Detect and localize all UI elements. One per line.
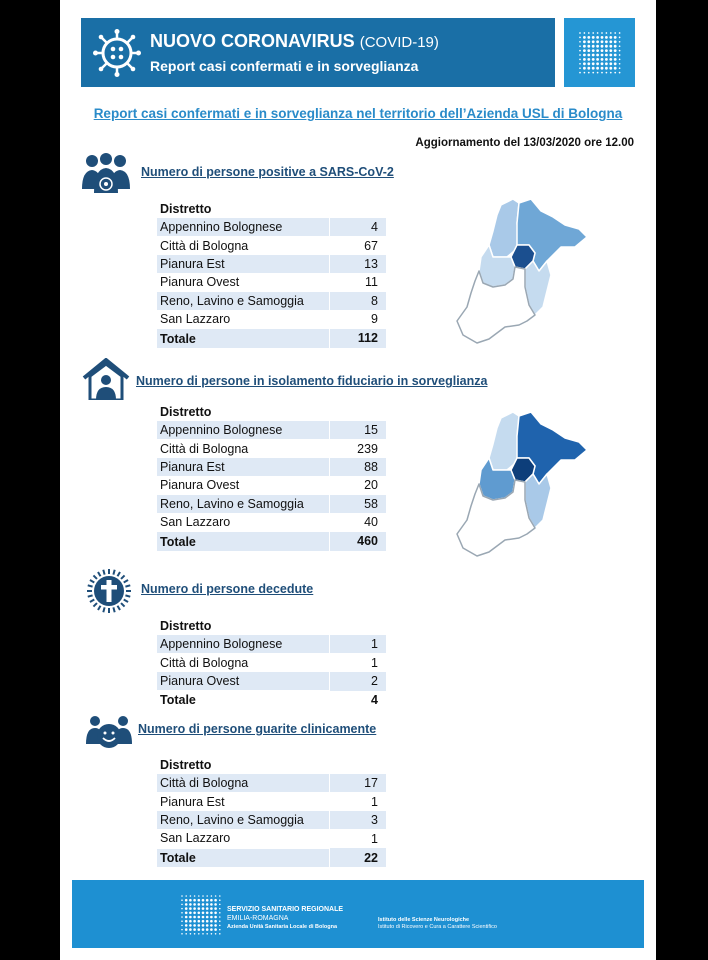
logo-dot	[219, 925, 221, 927]
report-title: Report casi confermati e in sorveglianza nel territorio dell’Azienda USL di Bologna	[93, 106, 623, 121]
logo-dot	[587, 45, 590, 48]
logo-dot	[198, 895, 200, 897]
logo-dot	[198, 907, 201, 910]
logo-dot	[181, 916, 183, 918]
logo-dot	[189, 912, 192, 915]
logo-dot	[596, 36, 599, 39]
total-row: Totale 4	[157, 691, 386, 710]
logo-dot	[601, 49, 604, 52]
logo-dot	[609, 67, 612, 70]
logo-dot	[619, 45, 621, 47]
logo-dot	[185, 907, 188, 910]
logo-dot	[609, 49, 612, 52]
logo-dot	[194, 895, 196, 897]
logo-dot	[189, 920, 192, 923]
logo-dot	[193, 903, 196, 906]
logo-dot	[619, 32, 621, 34]
logo-dot	[185, 895, 187, 897]
table-row: Pianura Ovest 2	[157, 672, 386, 691]
section-title-deceased: Numero di persone decedute	[141, 582, 314, 596]
column-header: Distretto	[160, 202, 212, 216]
table-row: Città di Bologna 1	[157, 653, 386, 671]
logo-dot	[219, 929, 221, 931]
logo-dot	[592, 40, 595, 43]
logo-dot	[601, 67, 604, 70]
icon-ray	[125, 585, 130, 586]
logo-dot	[592, 54, 595, 57]
logo-dot	[219, 916, 221, 918]
logo-dot	[202, 912, 205, 915]
logo-dot	[193, 907, 196, 910]
logo-dot	[214, 912, 217, 915]
logo-dot	[579, 41, 581, 43]
logo-dot	[202, 895, 204, 897]
logo-dot	[190, 933, 192, 935]
logo-dot	[583, 45, 586, 48]
logo-dot	[601, 62, 604, 65]
logo-dot	[210, 903, 213, 906]
logo-dot	[189, 903, 192, 906]
footer-org: SERVIZIO SANITARIO REGIONALE EMILIA-ROMAGNA Azienda Unità Sanitaria Locale di Bologna	[227, 906, 344, 930]
icon-ray	[103, 607, 104, 612]
logo-dot	[579, 54, 581, 56]
people-virus-icon	[80, 153, 132, 195]
section-title-isolation: Numero di persone in isolamento fiduciario in sorveglianza	[136, 374, 488, 388]
logo-dot	[193, 924, 196, 927]
table-row: Città di Bologna 67	[157, 236, 386, 254]
logo-dot	[597, 72, 599, 74]
dot-grid-logo-icon	[180, 894, 222, 936]
logo-dot	[614, 40, 617, 43]
deceased-table	[157, 617, 386, 710]
logo-dot	[583, 58, 586, 61]
icon-ray	[113, 570, 114, 575]
logo-dot	[583, 40, 586, 43]
logo-dot	[592, 49, 595, 52]
icon-ray	[121, 575, 125, 579]
logo-dot	[609, 45, 612, 48]
logo-dot	[214, 907, 217, 910]
logo-dot	[601, 36, 604, 39]
logo-dot	[587, 49, 590, 52]
logo-dot	[185, 903, 188, 906]
logo-dot	[601, 54, 604, 57]
logo-dot	[614, 49, 617, 52]
header-banner	[81, 18, 555, 87]
logo-dot	[587, 58, 590, 61]
logo-dot	[579, 59, 581, 61]
people-smile-icon	[86, 712, 132, 752]
icon-ray	[103, 570, 104, 575]
logo-dot	[584, 72, 586, 74]
logo-dot	[210, 899, 213, 902]
logo-dot	[619, 59, 621, 61]
icon-ray	[90, 580, 94, 583]
logo-dot	[206, 928, 209, 931]
section-title-recovered: Numero di persone guarite clinicamente	[138, 722, 377, 736]
logo-dot	[202, 903, 205, 906]
map-pianura-ovest	[489, 199, 519, 257]
logo-dot	[609, 62, 612, 65]
section-title-positive: Numero di persone positive a SARS-CoV-2	[141, 165, 394, 179]
icon-ray	[113, 607, 114, 612]
logo-dot	[185, 899, 188, 902]
logo-dot	[210, 920, 213, 923]
logo-dot	[583, 54, 586, 57]
logo-dot	[181, 908, 183, 910]
logo-dot	[609, 40, 612, 43]
logo-dot	[597, 32, 599, 34]
table-row: Pianura Est 13	[157, 255, 386, 273]
logo-dot	[619, 67, 621, 69]
logo-dot	[198, 899, 201, 902]
logo-dot	[202, 920, 205, 923]
logo-dot	[189, 924, 192, 927]
table-row: Pianura Ovest 20	[157, 476, 386, 494]
icon-ray	[93, 575, 97, 579]
icon-ray	[88, 595, 93, 596]
logo-dot	[601, 72, 603, 74]
logo-dot	[214, 920, 217, 923]
logo-dot	[202, 933, 204, 935]
logo-dot	[210, 924, 213, 927]
logo-dot	[219, 933, 221, 935]
logo-dot	[211, 895, 213, 897]
logo-dot	[202, 899, 205, 902]
logo-dot	[206, 912, 209, 915]
logo-dot	[614, 32, 616, 34]
logo-dot	[193, 920, 196, 923]
logo-dot	[605, 45, 608, 48]
logo-dot	[198, 933, 200, 935]
logo-dot	[219, 912, 221, 914]
table-row: Reno, Lavino e Samoggia 58	[157, 495, 386, 513]
logo-dot	[210, 907, 213, 910]
logo-dot	[614, 58, 617, 61]
logo-dot	[592, 58, 595, 61]
logo-dot	[614, 72, 616, 74]
logo-dot	[181, 904, 183, 906]
logo-dot	[609, 54, 612, 57]
logo-dot	[605, 36, 608, 39]
total-row: Totale 22	[157, 848, 386, 867]
logo-dot	[214, 903, 217, 906]
logo-dot	[219, 920, 221, 922]
logo-dot	[193, 928, 196, 931]
logo-dot	[596, 49, 599, 52]
table-row: Pianura Est 88	[157, 458, 386, 476]
logo-dot	[189, 907, 192, 910]
table-row: Appennino Bolognese 1	[157, 635, 386, 653]
icon-ray	[93, 603, 97, 607]
logo-dot	[181, 929, 183, 931]
logo-dot	[596, 45, 599, 48]
logo-dot	[210, 912, 213, 915]
footer-banner	[72, 880, 644, 948]
icon-ray	[124, 600, 128, 603]
total-row: Totale 460	[157, 532, 386, 551]
logo-dot	[185, 933, 187, 935]
logo-dot	[181, 895, 183, 897]
logo-dot	[606, 32, 608, 34]
icon-ray	[98, 572, 101, 576]
logo-dot	[587, 62, 590, 65]
icon-ray	[125, 595, 130, 596]
logo-dot	[614, 54, 617, 57]
logo-dot	[181, 925, 183, 927]
logo-dot	[619, 63, 621, 65]
logo-dot	[219, 895, 221, 897]
report-page	[60, 0, 656, 960]
logo-dot	[185, 924, 188, 927]
logo-dot	[215, 895, 217, 897]
logo-dot	[193, 899, 196, 902]
logo-dot	[601, 32, 603, 34]
logo-dot	[198, 903, 201, 906]
logo-dot	[189, 916, 192, 919]
logo-dot	[206, 895, 208, 897]
logo-dot	[219, 904, 221, 906]
logo-dot	[185, 928, 188, 931]
logo-dot	[579, 72, 581, 74]
table-row: Appennino Bolognese 4	[157, 218, 386, 236]
logo-dot	[592, 36, 595, 39]
icon-ray	[121, 603, 125, 607]
dot-grid-logo-icon	[578, 31, 622, 75]
logo-dot	[198, 916, 201, 919]
logo-dot	[592, 67, 595, 70]
logo-dot	[206, 920, 209, 923]
logo-dot	[214, 899, 217, 902]
logo-dot	[214, 924, 217, 927]
logo-dot	[610, 72, 612, 74]
logo-dot	[219, 899, 221, 901]
logo-dot	[579, 50, 581, 52]
logo-dot	[214, 928, 217, 931]
logo-dot	[579, 67, 581, 69]
logo-dot	[206, 903, 209, 906]
logo-dot	[605, 67, 608, 70]
map-pianura-ovest	[489, 412, 519, 470]
recovered-table	[157, 756, 386, 867]
logo-dot	[609, 36, 612, 39]
logo-dot	[202, 907, 205, 910]
logo-dot	[601, 45, 604, 48]
logo-dot	[588, 72, 590, 74]
logo-dot	[614, 67, 617, 70]
logo-dot	[592, 45, 595, 48]
logo-dot	[605, 62, 608, 65]
logo-dot	[592, 72, 594, 74]
logo-dot	[587, 67, 590, 70]
icon-ray	[118, 572, 121, 576]
logo-dot	[587, 54, 590, 57]
logo-dot	[189, 928, 192, 931]
logo-dot	[614, 45, 617, 48]
logo-dot	[219, 908, 221, 910]
logo-dot	[596, 40, 599, 43]
logo-dot	[198, 912, 201, 915]
logo-dot	[198, 920, 201, 923]
total-row: Totale 112	[157, 329, 386, 348]
positive-table	[157, 200, 386, 348]
logo-dot	[206, 916, 209, 919]
logo-dot	[206, 924, 209, 927]
logo-dot	[605, 49, 608, 52]
table-row: San Lazzaro 40	[157, 513, 386, 532]
logo-dot	[579, 32, 581, 34]
logo-dot	[592, 62, 595, 65]
logo-dot	[587, 36, 590, 39]
logo-dot	[610, 32, 612, 34]
icon-ray	[124, 580, 128, 583]
logo-dot	[198, 924, 201, 927]
logo-dot	[614, 36, 617, 39]
logo-dot	[605, 54, 608, 57]
logo-dot	[587, 40, 590, 43]
footer-institute: Istituto delle Scienze Neurologiche Istituto di Ricovero e Cura a Carattere Scientifico	[378, 917, 497, 930]
table-row: San Lazzaro 9	[157, 310, 386, 329]
table-row: Città di Bologna 239	[157, 439, 386, 457]
logo-dot	[605, 40, 608, 43]
logo-dot	[193, 912, 196, 915]
positive-district-map	[453, 197, 593, 347]
table-row: Pianura Est 1	[157, 792, 386, 810]
logo-dot	[614, 62, 617, 65]
logo-dot	[206, 907, 209, 910]
table-row: Reno, Lavino e Samoggia 8	[157, 292, 386, 310]
logo-dot	[583, 49, 586, 52]
logo-dot	[583, 36, 586, 39]
logo-dot	[210, 916, 213, 919]
logo-dot	[202, 916, 205, 919]
virus-icon	[93, 29, 141, 77]
logo-dot	[215, 933, 217, 935]
logo-dot	[619, 37, 621, 39]
table-row: Appennino Bolognese 15	[157, 421, 386, 439]
logo-dot	[206, 899, 209, 902]
logo-dot	[181, 933, 183, 935]
logo-dot	[185, 920, 188, 923]
icon-ray	[118, 606, 121, 610]
isolation-district-map	[453, 410, 593, 560]
header-subtitle: Report casi confermati e in sorveglianza	[150, 58, 419, 74]
column-header: Distretto	[160, 405, 212, 419]
logo-dot	[619, 54, 621, 56]
logo-dot	[189, 899, 192, 902]
icon-ray	[98, 606, 101, 610]
logo-dot	[596, 67, 599, 70]
logo-dot	[181, 912, 183, 914]
update-timestamp: Aggiornamento del 13/03/2020 ore 12.00	[415, 137, 634, 149]
logo-dot	[619, 41, 621, 43]
logo-dot	[579, 45, 581, 47]
icon-ray	[88, 585, 93, 586]
table-row: Città di Bologna 17	[157, 774, 386, 792]
logo-dot	[601, 40, 604, 43]
logo-dot	[605, 58, 608, 61]
logo-dot	[211, 933, 213, 935]
logo-dot	[583, 62, 586, 65]
logo-dot	[596, 62, 599, 65]
logo-dot	[592, 32, 594, 34]
icon-ray	[90, 600, 94, 603]
logo-dot	[579, 63, 581, 65]
logo-dot	[202, 928, 205, 931]
table-row: Pianura Ovest 11	[157, 273, 386, 291]
logo-dot	[181, 920, 183, 922]
logo-dot	[584, 32, 586, 34]
logo-dot	[181, 899, 183, 901]
isolation-table	[157, 403, 386, 551]
logo-dot	[601, 58, 604, 61]
logo-dot	[583, 67, 586, 70]
logo-dot	[210, 928, 213, 931]
logo-dot	[619, 72, 621, 74]
logo-dot	[588, 32, 590, 34]
house-person-icon	[80, 358, 132, 400]
header-title: NUOVO CORONAVIRUS (COVID-19)	[150, 31, 439, 51]
logo-dot	[185, 916, 188, 919]
logo-dot	[194, 933, 196, 935]
logo-dot	[619, 50, 621, 52]
table-row: Reno, Lavino e Samoggia 3	[157, 811, 386, 829]
regional-logo	[564, 18, 635, 87]
logo-dot	[579, 37, 581, 39]
column-header: Distretto	[160, 619, 212, 633]
logo-dot	[193, 916, 196, 919]
logo-dot	[202, 924, 205, 927]
logo-dot	[190, 895, 192, 897]
logo-dot	[606, 72, 608, 74]
logo-dot	[609, 58, 612, 61]
logo-dot	[206, 933, 208, 935]
logo-dot	[596, 58, 599, 61]
table-row: San Lazzaro 1	[157, 829, 386, 848]
column-header: Distretto	[160, 758, 212, 772]
logo-dot	[185, 912, 188, 915]
cross-icon	[86, 568, 132, 614]
logo-dot	[198, 928, 201, 931]
logo-dot	[214, 916, 217, 919]
logo-dot	[596, 54, 599, 57]
